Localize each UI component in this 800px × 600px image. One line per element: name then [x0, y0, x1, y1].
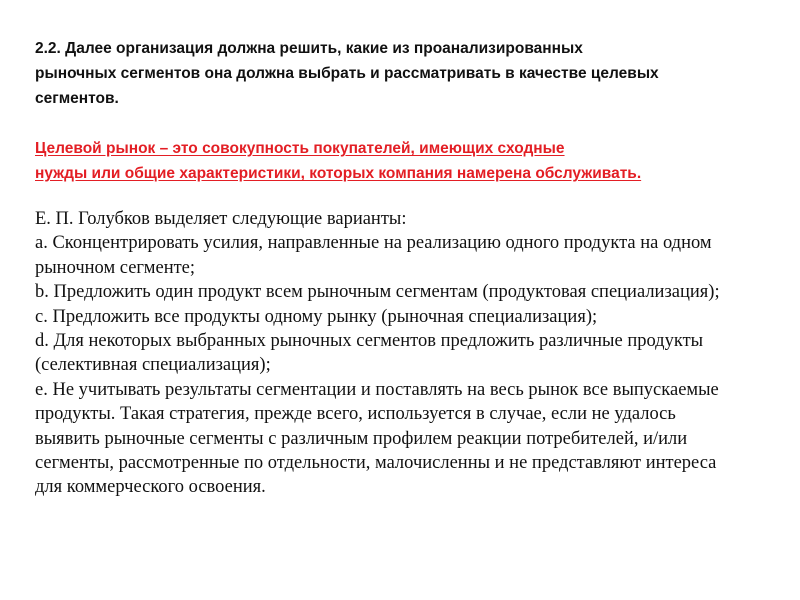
definition-line: Целевой рынок – это совокупность покупателей, имеющих сходные [35, 140, 565, 157]
variants-list [35, 207, 720, 500]
variant-item-a [35, 231, 720, 280]
variants-intro: Е. П. Голубков выделяет следующие варианты: [35, 209, 407, 229]
section-heading [35, 36, 659, 111]
variant-line: рыночном сегменте; [35, 257, 196, 278]
variant-item-e [35, 378, 720, 500]
target-market-definition [35, 136, 641, 186]
variant-line: d. Для некоторых выбранных рыночных сегментов предложить различные продукты [35, 331, 704, 352]
variant-item-b [35, 280, 720, 304]
variant-line: для коммерческого освоения. [35, 477, 266, 498]
variant-item-d [35, 329, 720, 378]
heading-line: рыночных сегментов она должна выбрать и рассматривать в качестве целевых [35, 65, 659, 82]
variant-line: a. Сконцентрировать усилия, направленные на реализацию одного продукта на одном [35, 233, 712, 254]
definition-line: нужды или общие характеристики, которых компания намерена обслуживать. [35, 165, 642, 182]
variant-line: e. Не учитывать результаты сегментации и поставлять на весь рынок все выпускаемые [35, 379, 719, 400]
heading-line: сегментов. [35, 90, 119, 107]
variant-line: выявить рыночные сегменты с различным профилем реакции потребителей, и/или [35, 428, 688, 449]
heading-line: 2.2. Далее организация должна решить, какие из проанализированных [35, 40, 583, 57]
variant-line: продукты. Такая стратегия, прежде всего, используется в случае, если не удалось [35, 404, 676, 425]
variant-line: c. Предложить все продукты одному рынку (рыночная специализация); [35, 306, 598, 327]
variant-line: сегменты, рассмотренные по отдельности, малочисленны и не представляют интереса [35, 453, 717, 474]
variant-line: b. Предложить один продукт всем рыночным сегментам (продуктовая специализация); [35, 282, 720, 303]
variant-line: (селективная специализация); [35, 355, 271, 376]
variant-item-c [35, 305, 720, 329]
